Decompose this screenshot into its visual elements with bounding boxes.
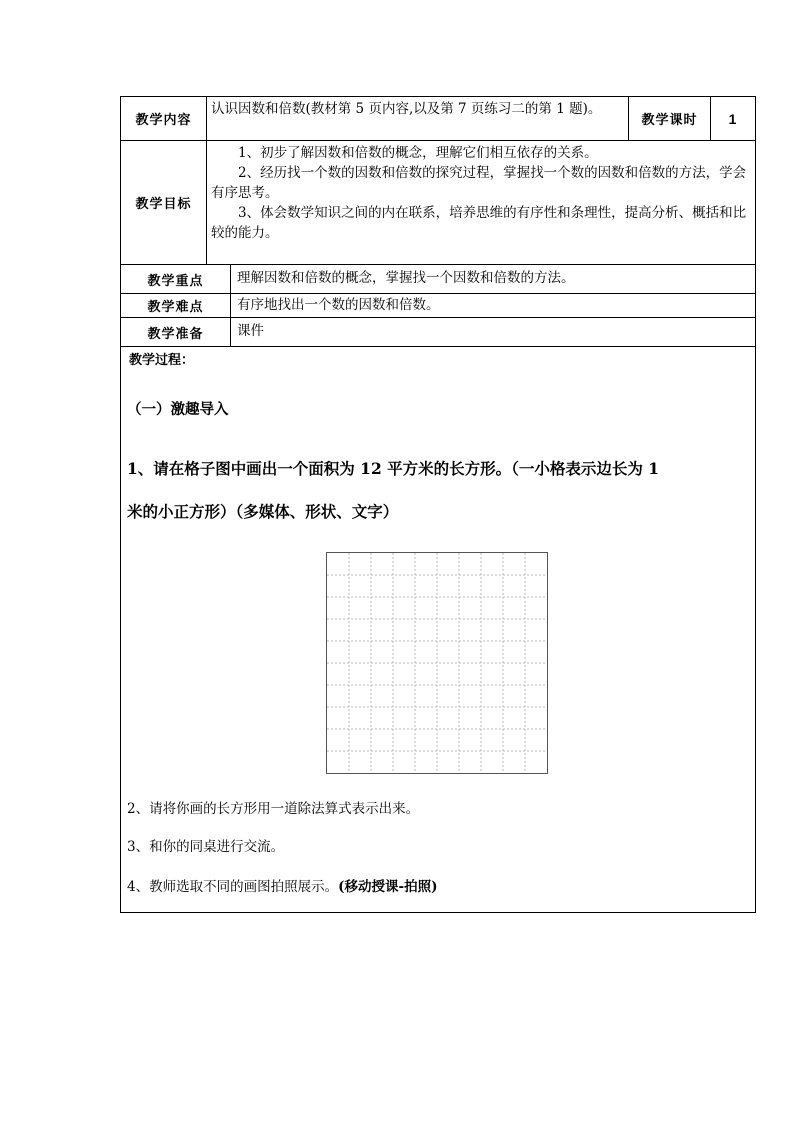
focus-value: 理解因数和倍数的概念，掌握找一个因数和倍数的方法。	[230, 265, 755, 293]
grid-lines	[327, 553, 547, 773]
task3: 3、和你的同桌进行交流。	[127, 839, 285, 855]
task4-text: 4、教师选取不同的画图拍照展示。	[127, 879, 339, 895]
objectives-label: 教学目标	[135, 197, 192, 212]
objective-2: 2、经历找一个数的因数和倍数的探究过程，掌握找一个数的因数和倍数的方法，学会有序思考。	[211, 165, 747, 201]
objective-1: 1、初步了解因数和倍数的概念，理解它们相互依存的关系。	[238, 145, 598, 161]
content-label: 教学内容	[135, 113, 192, 128]
preparation-value: 课件	[230, 318, 755, 346]
content-row	[121, 97, 755, 141]
focus-row	[121, 265, 755, 294]
difficulty-label: 教学难点	[147, 300, 204, 315]
grid-diagram[interactable]	[326, 552, 548, 774]
objectives-value	[206, 141, 755, 264]
task2: 2、请将你画的长方形用一道除法算式表示出来。	[127, 801, 420, 817]
section-heading: （一）激趣导入	[127, 401, 229, 418]
process-title: 教学过程：	[129, 353, 195, 368]
preparation-label: 教学准备	[147, 326, 204, 342]
content-value: 认识因数和倍数(教材第 5 页内容,以及第 7 页练习二的第 1 题)。	[206, 97, 628, 140]
task1-line2: 米的小正方形）（多媒体、形状、文字）	[127, 502, 399, 521]
hours-value: 1	[710, 97, 755, 140]
task4-note: (移动授课-拍照)	[338, 879, 438, 895]
objective-3: 3、体会数学知识之间的内在联系，培养思维的有序性和条理性，提高分析、概括和比较的能力。	[211, 205, 747, 241]
lesson-plan-table	[120, 96, 756, 913]
difficulty-value: 有序地找出一个数的因数和倍数。	[230, 294, 755, 317]
focus-label: 教学重点	[147, 273, 204, 289]
hours-label: 教学课时	[628, 97, 710, 140]
preparation-row	[121, 318, 755, 347]
difficulty-row	[121, 294, 755, 318]
task4	[127, 875, 437, 895]
objectives-row	[121, 141, 755, 265]
task1-line1: 1、请在格子图中画出一个面积为 12 平方米的长方形。（一小格表示边长为 1	[127, 459, 660, 478]
